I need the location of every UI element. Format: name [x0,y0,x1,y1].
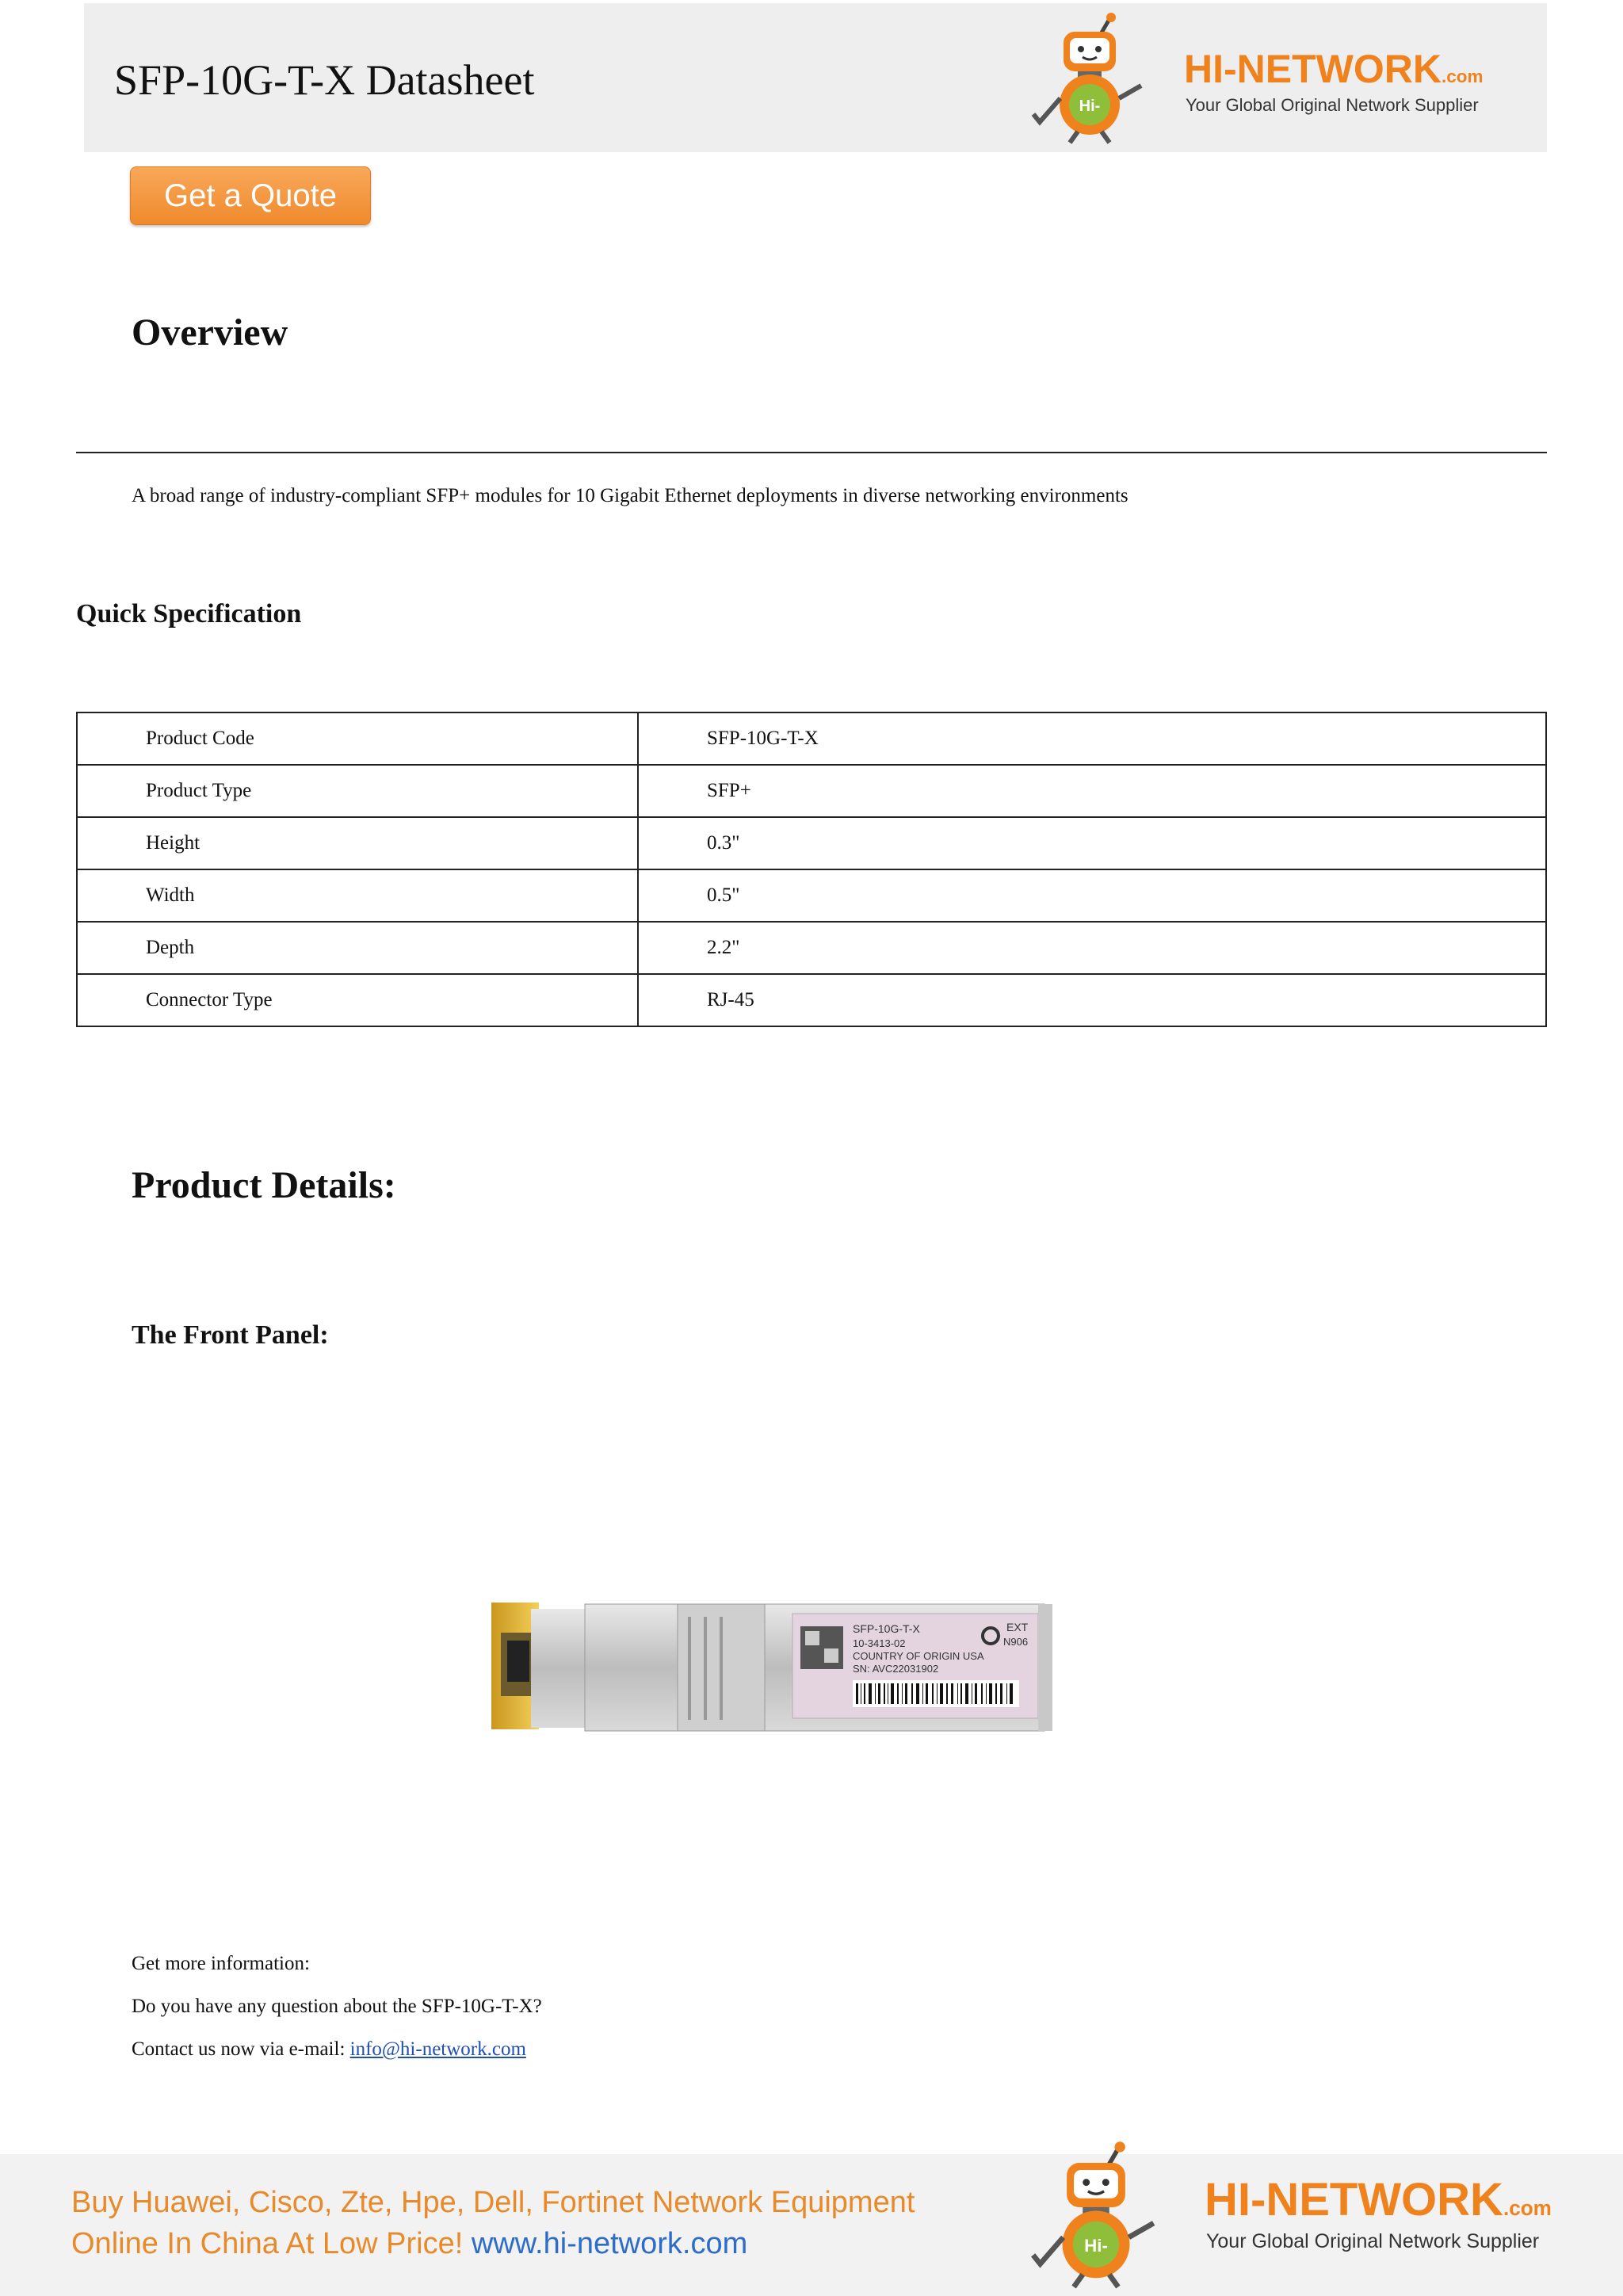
divider [76,452,1547,453]
footer-promo-line2 [71,2227,747,2261]
get-a-quote-button[interactable]: Get a Quote [130,166,371,225]
spec-label: Product Type [77,765,638,817]
table-row [77,869,1546,922]
hi-network-footer-logo [1021,2140,1560,2290]
module-part-text: 10-3413-02 [853,1637,906,1649]
spec-label: Height [77,817,638,869]
hi-network-logo [1022,11,1498,146]
document-title: SFP-10G-T-X Datasheet [114,56,535,104]
footer-promo-line1: Buy Huawei, Cisco, Zte, Hpe, Dell, Fortinet Network Equipment [71,2186,915,2219]
svg-text:Hi-: Hi- [1084,2235,1108,2256]
module-code-text: N906 [1003,1636,1029,1648]
email-link[interactable]: info@hi-network.com [349,2038,526,2060]
overview-heading: Overview [132,311,288,353]
spec-value: 0.5" [638,869,1546,922]
brand-tagline: Your Global Original Network Supplier [1186,95,1479,115]
module-model-text: SFP-10G-T-X [853,1622,920,1635]
spec-value: SFP+ [638,765,1546,817]
table-row [77,817,1546,869]
info-question: Do you have any question about the SFP-10G-T-X? [132,1996,542,2017]
sfp-module-image [483,1585,1141,1775]
table-row [77,922,1546,974]
robot-mascot-icon [1021,2140,1171,2290]
robot-mascot-icon [1022,11,1157,146]
info-contact [132,2038,526,2061]
spec-label: Product Code [77,712,638,765]
product-details-heading: Product Details: [132,1164,396,1206]
contact-prefix: Contact us now via e-mail: [132,2038,350,2060]
spec-value: 2.2" [638,922,1546,974]
spec-value: SFP-10G-T-X [638,712,1546,765]
module-serial-text: SN: AVC22031902 [853,1663,939,1675]
brand-name: HI-NETWORK.com [1184,47,1484,91]
table-row [77,765,1546,817]
table-row [77,712,1546,765]
table-row [77,974,1546,1026]
quick-spec-heading: Quick Specification [76,599,302,628]
footer-promo-text: Online In China At Low Price! [71,2227,472,2260]
brand-tagline: Your Global Original Network Supplier [1206,2230,1540,2252]
footer-site-link[interactable]: www.hi-network.com [471,2227,748,2260]
info-heading: Get more information: [132,1953,310,1974]
barcode-icon [853,1680,1019,1707]
spec-label: Depth [77,922,638,974]
brand-name: HI-NETWORK.com [1205,2174,1552,2225]
spec-value: RJ-45 [638,974,1546,1026]
overview-text: A broad range of industry-compliant SFP+ modules for 10 Gigabit Ethernet deployments in diverse networking environments [132,485,1128,506]
module-origin-text: COUNTRY OF ORIGIN USA [853,1650,984,1662]
sfp-module-illustration [483,1585,1141,1775]
spec-value: 0.3" [638,817,1546,869]
svg-text:Hi-: Hi- [1079,97,1101,115]
spec-table [76,712,1547,1027]
front-panel-heading: The Front Panel: [132,1320,329,1350]
spec-label: Connector Type [77,974,638,1026]
spec-label: Width [77,869,638,922]
module-ext-text: EXT [1006,1621,1029,1633]
